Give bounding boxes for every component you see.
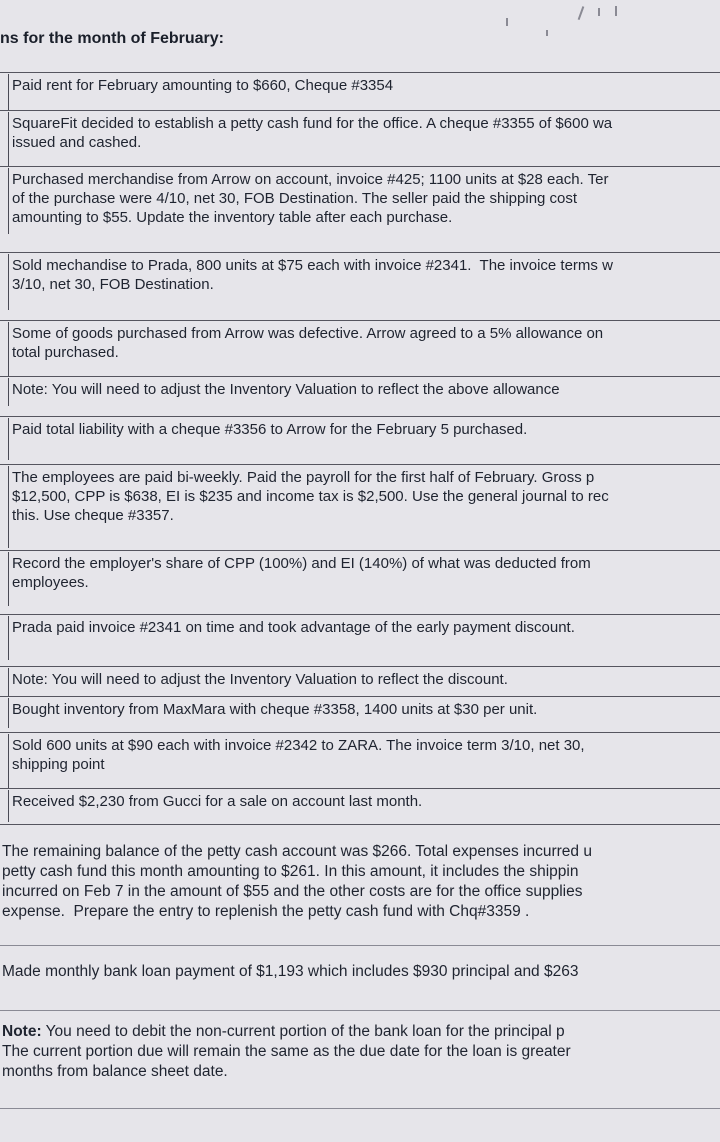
note-text-line: [2, 1022, 720, 1042]
page-title: ns for the month of February:: [0, 30, 224, 47]
transaction-row: [0, 418, 720, 460]
transaction-cell: [8, 734, 720, 788]
transaction-cell: [8, 322, 720, 377]
note-label: Note:: [2, 1023, 42, 1040]
transaction-cell: [8, 378, 720, 406]
transaction-text-line: Sold 600 units at $90 each with invoice #2342 to ZARA. The invoice term 3/10, net 30,: [12, 737, 585, 754]
transaction-text-line: Note: You will need to adjust the Inventory Valuation to reflect the above allowance: [12, 381, 560, 398]
transaction-text-line: total purchased.: [12, 344, 119, 361]
transaction-row: [0, 74, 720, 110]
transaction-text-line: amounting to $55. Update the inventory table after each purchase.: [12, 209, 453, 226]
section-divider: [0, 1010, 720, 1011]
transaction-text-line: Paid total liability with a cheque #3356 to Arrow for the February 5 purchased.: [12, 421, 528, 438]
transaction-cell: [8, 112, 720, 166]
row-divider: [0, 376, 720, 377]
row-divider: [0, 732, 720, 733]
transaction-cell: [8, 698, 720, 728]
transaction-row: [0, 466, 720, 548]
transaction-text-line: SquareFit decided to establish a petty cash fund for the office. A cheque #3355 of $600 wa: [12, 115, 613, 132]
row-divider: [0, 824, 720, 825]
transaction-cell: [8, 254, 720, 310]
section-divider: [0, 1108, 720, 1109]
transaction-row: [0, 698, 720, 728]
transaction-row: [0, 790, 720, 822]
transaction-text-line: of the purchase were 4/10, net 30, FOB Destination. The seller paid the shipping cost: [12, 190, 578, 207]
note-block: [0, 842, 720, 922]
note-block: [0, 1022, 720, 1082]
transaction-cell: [8, 418, 720, 460]
note-text-line: The remaining balance of the petty cash account was $266. Total expenses incurred u: [2, 843, 592, 860]
row-divider: [0, 666, 720, 667]
transaction-text-line: Some of goods purchased from Arrow was defective. Arrow agreed to a 5% allowance on: [12, 325, 604, 342]
transaction-row: [0, 254, 720, 310]
row-divider: [0, 696, 720, 697]
note-text-line: petty cash fund this month amounting to $261. In this amount, it includes the shippin: [2, 863, 579, 880]
transaction-cell: [8, 168, 720, 234]
transaction-cell: [8, 466, 720, 548]
transaction-row: [0, 378, 720, 406]
transaction-cell: [8, 616, 720, 660]
transaction-text-line: Sold mechandise to Prada, 800 units at $75 each with invoice #2341. The invoice terms w: [12, 257, 613, 274]
transaction-cell: [8, 74, 720, 110]
row-divider: [0, 550, 720, 551]
transaction-row: [0, 168, 720, 234]
transaction-text-line: Paid rent for February amounting to $660, Cheque #3354: [12, 77, 394, 94]
transaction-text-line: this. Use cheque #3357.: [12, 507, 174, 524]
transaction-text-line: Purchased merchandise from Arrow on account, invoice #425; 1100 units at $28 each. Ter: [12, 171, 609, 188]
note-block: [0, 962, 720, 982]
transaction-text-line: The employees are paid bi-weekly. Paid the payroll for the first half of February. Gross p: [12, 469, 595, 486]
row-divider: [0, 72, 720, 73]
transaction-cell: [8, 668, 720, 696]
transaction-text-line: Record the employer's share of CPP (100%) and EI (140%) of what was deducted from: [12, 555, 591, 572]
transaction-text-line: Prada paid invoice #2341 on time and took advantage of the early payment discount.: [12, 619, 575, 636]
note-text: You need to debit the non-current portion of the bank loan for the principal p: [41, 1023, 565, 1040]
note-text-line: months from balance sheet date.: [2, 1063, 228, 1080]
transaction-cell: [8, 552, 720, 606]
transaction-text-line: $12,500, CPP is $638, EI is $235 and income tax is $2,500. Use the general journal to rec: [12, 488, 609, 505]
row-divider: [0, 252, 720, 253]
note-text-line: The current portion due will remain the same as the due date for the loan is greater: [2, 1043, 571, 1060]
transaction-row: [0, 552, 720, 606]
row-divider: [0, 788, 720, 789]
note-text-line: Made monthly bank loan payment of $1,193 which includes $930 principal and $263: [2, 963, 579, 980]
row-divider: [0, 166, 720, 167]
transaction-row: [0, 734, 720, 788]
note-text-line: expense. Prepare the entry to replenish the petty cash fund with Chq#3359 .: [2, 903, 530, 920]
note-text-line: incurred on Feb 7 in the amount of $55 and the other costs are for the office supplies: [2, 883, 583, 900]
transaction-text-line: 3/10, net 30, FOB Destination.: [12, 276, 214, 293]
transaction-cell: [8, 790, 720, 822]
transaction-text-line: issued and cashed.: [12, 134, 142, 151]
transaction-text-line: shipping point: [12, 756, 105, 773]
row-divider: [0, 320, 720, 321]
transaction-text-line: employees.: [12, 574, 89, 591]
transaction-row: [0, 322, 720, 377]
transaction-text-line: Note: You will need to adjust the Inventory Valuation to reflect the discount.: [12, 671, 508, 688]
pen-marks: [470, 0, 670, 40]
transaction-row: [0, 668, 720, 696]
section-divider: [0, 945, 720, 946]
transaction-row: [0, 616, 720, 660]
row-divider: [0, 110, 720, 111]
row-divider: [0, 614, 720, 615]
transaction-text-line: Bought inventory from MaxMara with cheque #3358, 1400 units at $30 per unit.: [12, 701, 538, 718]
row-divider: [0, 416, 720, 417]
row-divider: [0, 464, 720, 465]
transaction-row: [0, 112, 720, 166]
transaction-text-line: Received $2,230 from Gucci for a sale on account last month.: [12, 793, 423, 810]
